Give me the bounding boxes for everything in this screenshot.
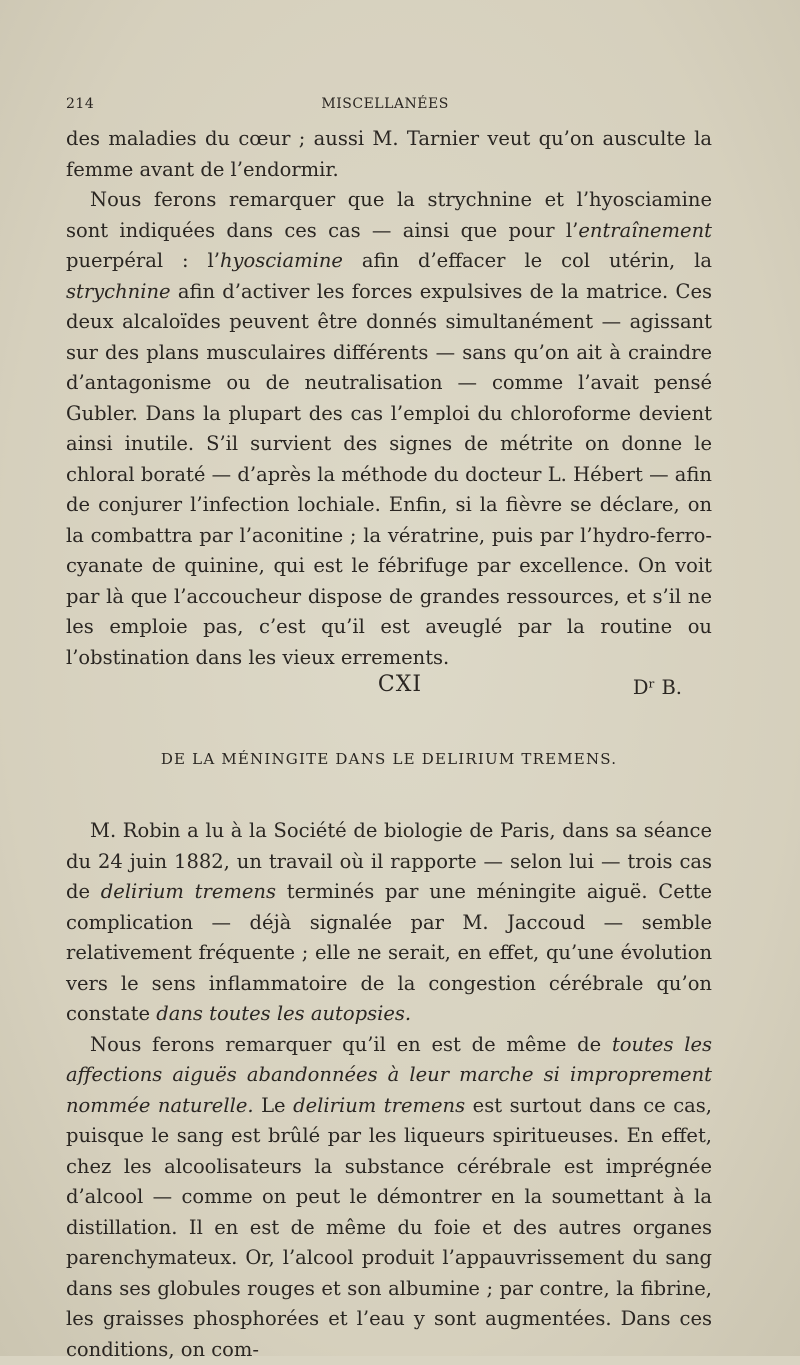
running-title: MISCELLANÉES [94, 96, 676, 112]
paragraph-continued: des maladies du cœur ; aussi M. Tarnier veut qu’on ausculte la femme avant de l’endormir. [66, 124, 712, 185]
paragraph-strychnine: Nous ferons remarquer que la strychnine et l’hyosciamine sont indiquées dans ces cas — ainsi que pour l’entraînement puerpéral : l’hyosciamine afin d’effacer le col utérin, la strychnine afin d’activer les forces expulsives de la matrice. Ces deux alcaloïdes peuvent être donnés simultanément — agissant sur des plans musculaires différents — sans qu’on ait à craindre d’antagonisme ou de neutralisation — comme l’avait pensé Gubler. Dans la plupart des cas l’emploi du chloroforme devient ainsi inutile. S’il survient des signes de métrite on donne le chloral boraté — d’après la méthode du docteur L. Hébert — afin de conjurer l’infection lochiale. Enfin, si la fièvre se déclare, on la combattra par l’aconitine ; la vératrine, puis par l’hydro-ferro-cyanate de quinine, qui est le fébrifuge par excellence. On voit par là que l’accoucheur dispose de grandes ressources, et s’il ne les emploie pas, c’est qu’il est aveuglé par la routine ou l’obstination dans les vieux errements. [66, 185, 712, 673]
paragraph-remarks: Nous ferons remarquer qu’il en est de même de toutes les affections aiguës abandonnées à leur marche si improprement nommée naturelle. Le delirium tremens est surtout dans ce cas, puisque le sang est brûlé par les liqueurs spiritueuses. En effet, chez les alcoolisateurs la substance cérébrale est imprégnée d’alcool — comme on peut le démontrer en la soumettant à la distillation. Il en est de même du foie et des autres organes parenchymateux. Or, l’alcool produit l’appauvrissement du sang dans ses globules rouges et son albumine ; par contre, la fibrine, les graisses phosphorées et l’eau y sont augmentées. Dans ces conditions, on com- [66, 1030, 712, 1365]
section-title: DE LA MÉNINGITE DANS LE DELIRIUM TREMENS. [66, 750, 712, 768]
signature: Dʳ B. [66, 673, 682, 704]
paragraph-robin: M. Robin a lu à la Société de biologie de Paris, dans sa séance du 24 juin 1882, un travail où il rapporte — selon lui — trois cas de delirium tremens terminés par une méningite aiguë. Cette complication — déjà signalée par M. Jaccoud — semble relativement fréquente ; elle ne serait, en effet, qu’une évolution vers le sens inflammatoire de la congestion cérébrale qu’on constate dans toutes les autopsies. [66, 816, 712, 1030]
page-header [66, 96, 716, 112]
section-number: CXI [0, 672, 800, 697]
page-number: 214 [66, 96, 94, 112]
bottom-text-block [66, 816, 712, 1365]
top-text-block [66, 124, 712, 704]
